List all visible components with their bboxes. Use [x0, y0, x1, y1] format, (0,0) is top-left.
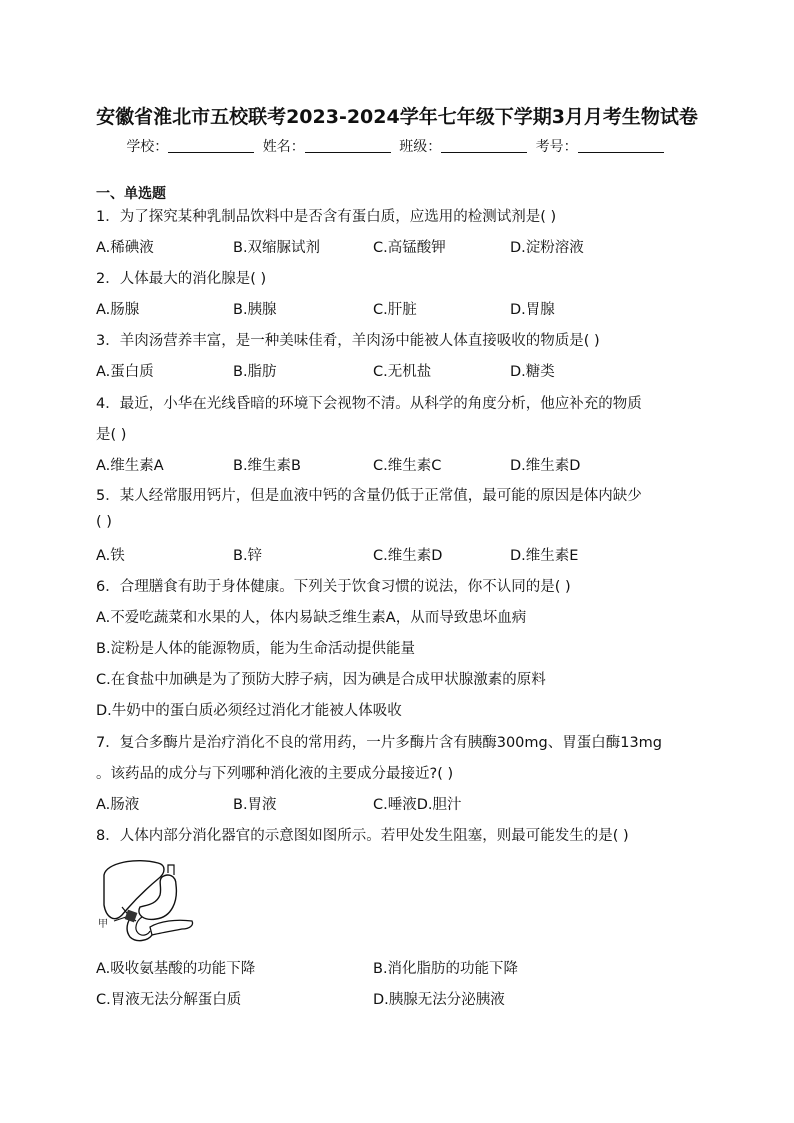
- option-d: D.淀粉溶液: [510, 240, 584, 256]
- question-1-stem: 1．为了探究某种乳制品饮料中是否含有蛋白质，应选用的检测试剂是( ): [96, 209, 557, 225]
- number-blank[interactable]: [578, 138, 664, 153]
- option-b: B.维生素B: [233, 458, 302, 474]
- option-d: D.维生素E: [510, 548, 579, 564]
- question-8-stem: 8．人体内部分消化器官的示意图如图所示。若甲处发生阻塞，则最可能发生的是( ): [96, 828, 629, 844]
- option-c-d: C.唾液D.胆汁: [373, 797, 462, 813]
- question-6-stem: 6．合理膳食有助于身体健康。下列关于饮食习惯的说法，你不认同的是( ): [96, 579, 571, 595]
- option-c: C.维生素D: [373, 548, 443, 564]
- page-title: 安徽省淮北市五校联考2023-2024学年七年级下学期3月月考生物试卷: [96, 106, 698, 128]
- option-c: C.无机盐: [373, 364, 432, 380]
- school-blank[interactable]: [168, 138, 254, 153]
- question-6-option-c: C.在食盐中加碘是为了预防大脖子病，因为碘是合成甲状腺激素的原料: [96, 672, 546, 688]
- option-c: C.胃液无法分解蛋白质: [96, 992, 242, 1008]
- question-4-stem-line2: 是( ): [96, 427, 127, 443]
- option-b: B.脂肪: [233, 364, 277, 380]
- option-d: D.糖类: [510, 364, 555, 380]
- option-a: A.蛋白质: [96, 364, 154, 380]
- option-b: B.消化脂肪的功能下降: [373, 961, 519, 977]
- digestive-organs-figure: [96, 855, 196, 947]
- option-a: A.维生素A: [96, 458, 164, 474]
- class-blank[interactable]: [441, 138, 527, 153]
- option-b: B.胰腺: [233, 302, 277, 318]
- name-blank[interactable]: [305, 138, 391, 153]
- option-d: D.胃腺: [510, 302, 555, 318]
- option-b: B.锌: [233, 548, 263, 564]
- option-c: C.肝脏: [373, 302, 417, 318]
- number-label: 考号：: [535, 139, 578, 155]
- class-label: 班级：: [399, 139, 442, 155]
- option-b: B.胃液: [233, 797, 277, 813]
- option-a: A.吸收氨基酸的功能下降: [96, 961, 256, 977]
- section-heading: 一、单选题: [96, 186, 166, 202]
- question-5-stem-line2: ( ): [96, 514, 112, 530]
- option-c: C.维生素C: [373, 458, 442, 474]
- name-label: 姓名：: [262, 139, 305, 155]
- digestive-organs-drawing: [96, 855, 196, 947]
- school-label: 学校：: [126, 139, 169, 155]
- option-a: A.肠液: [96, 797, 140, 813]
- option-c: C.高锰酸钾: [373, 240, 446, 256]
- option-d: D.维生素D: [510, 458, 581, 474]
- option-a: A.铁: [96, 548, 125, 564]
- question-6-option-b: B.淀粉是人体的能源物质，能为生命活动提供能量: [96, 641, 416, 657]
- question-7-stem-line2: 。该药品的成分与下列哪种消化液的主要成分最接近?( ): [96, 766, 454, 782]
- option-a: A.稀碘液: [96, 240, 154, 256]
- question-4-stem-line1: 4．最近，小华在光线昏暗的环境下会视物不清。从科学的角度分析，他应补充的物质: [96, 396, 642, 412]
- option-a: A.肠腺: [96, 302, 140, 318]
- student-info-row: [0, 136, 794, 156]
- question-6-option-d: D.牛奶中的蛋白质必须经过消化才能被人体吸收: [96, 703, 402, 719]
- question-6-option-a: A.不爱吃蔬菜和水果的人，体内易缺乏维生素A，从而导致患坏血病: [96, 610, 527, 626]
- question-7-stem-line1: 7．复合多酶片是治疗消化不良的常用药，一片多酶片含有胰酶300mg、胃蛋白酶13mg: [96, 735, 663, 751]
- figure-label-jia: 甲: [98, 919, 108, 930]
- option-b: B.双缩脲试剂: [233, 240, 321, 256]
- question-3-stem: 3．羊肉汤营养丰富，是一种美味佳肴，羊肉汤中能被人体直接吸收的物质是( ): [96, 333, 600, 349]
- question-5-stem-line1: 5．某人经常服用钙片，但是血液中钙的含量仍低于正常值，最可能的原因是体内缺少: [96, 488, 642, 504]
- option-d: D.胰腺无法分泌胰液: [373, 992, 505, 1008]
- question-2-stem: 2．人体最大的消化腺是( ): [96, 271, 267, 287]
